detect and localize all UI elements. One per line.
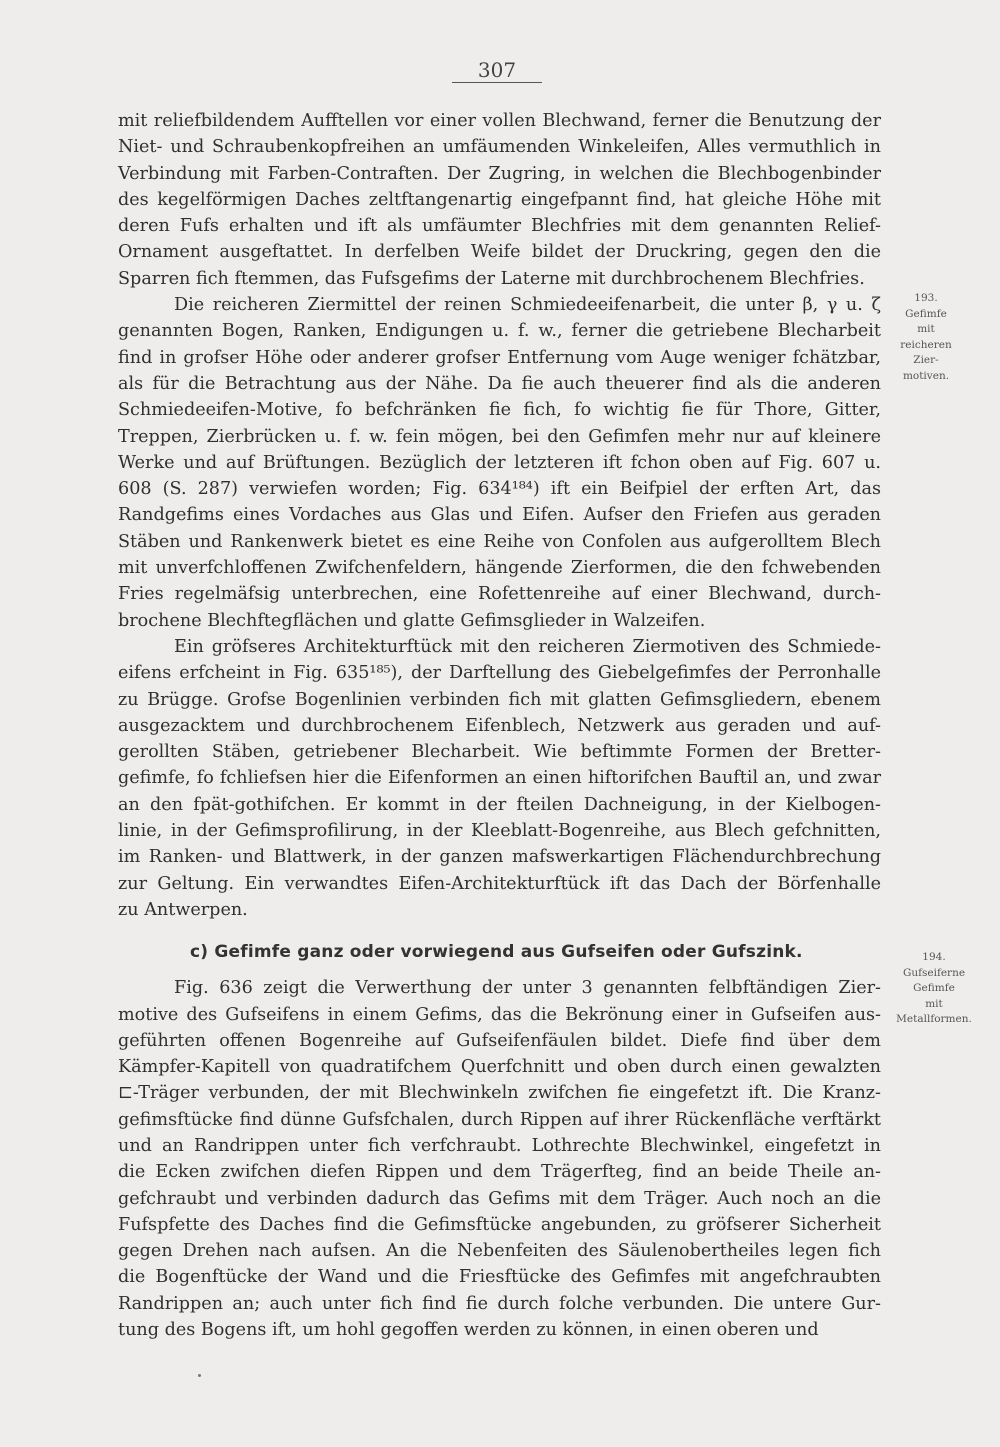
text-line: im Ranken- und Blattwerk, in der ganzen mafswerkartigen Flächendurchbrechung — [118, 847, 881, 868]
sidenote-line: Gefimfe — [905, 307, 947, 320]
text-line: Fufspfette des Daches find die Gefimsftücke angebunden, zu gröfserer Sicherheit — [118, 1214, 881, 1235]
text-line: genannten Bogen, Ranken, Endigungen u. f. w., ferner die getriebene Blecharbeit — [118, 321, 881, 342]
text-line: an den fpät-gothifchen. Er kommt in der fteilen Dachneigung, in der Kielbogen- — [118, 794, 881, 815]
page-number: 307 — [452, 58, 542, 83]
print-speck — [198, 1374, 201, 1377]
text-line: Werke und auf Brüftungen. Bezüglich der letzteren ift fchon oben auf Fig. 607 u. — [118, 452, 881, 473]
paragraph-2 — [118, 292, 881, 634]
text-line: gefimsftücke find dünne Gufsfchalen, durch Rippen auf ihrer Rückenfläche verftärkt — [118, 1109, 881, 1130]
text-line: Treppen, Zierbrücken u. f. w. fein mögen, bei den Gefimfen mehr nur auf kleinere — [118, 426, 881, 447]
paragraph-1 — [118, 108, 881, 292]
text-line: Schmiedeeifen-Motive, fo befchränken fie fich, fo wichtig fie für Thore, Gitter, — [118, 400, 881, 421]
text-line: und an Randrippen unter fich verfchraubt. Lothrechte Blechwinkel, eingefetzt in — [118, 1135, 881, 1156]
text-line: geführten offenen Bogenreihe auf Gufseifenfäulen bildet. Diefe find über dem — [118, 1030, 881, 1051]
section-heading: c) Gefimfe ganz oder vorwiegend aus Gufseifen oder Gufszink. — [190, 942, 803, 963]
sidenote-line: motiven. — [902, 369, 950, 382]
text-line: Randrippen an; auch unter fich find fie durch folche verbunden. Die untere Gur- — [118, 1293, 881, 1314]
text-line: Ornament ausgeftattet. In derfelben Weife bildet der Druckring, gegen den die — [118, 242, 881, 263]
text-line: mit reliefbildendem Aufftellen vor einer vollen Blechwand, ferner die Benutzung der — [118, 111, 881, 131]
text-line: gegen Drehen nach aufsen. An die Nebenfeiten des Säulenobertheiles legen fich — [118, 1241, 881, 1262]
text-line: linie, in der Gefimsprofilirung, in der Kleeblatt-Bogenreihe, aus Blech gefchnitten, — [118, 821, 881, 842]
text-line: die Ecken zwifchen diefen Rippen und dem Trägerfteg, find an beide Theile an- — [118, 1162, 881, 1183]
text-line: gefimfe, fo fchliefsen hier die Eifenformen an einen hiftorifchen Bauftil an, und zwar — [118, 768, 881, 789]
text-line: Verbindung mit Farben-Contraften. Der Zugring, in welchen die Blechbogenbinder — [118, 163, 881, 184]
text-column — [118, 108, 881, 1343]
text-line: als für die Betrachtung aus der Nähe. Da fie auch theuerer find als die anderen — [118, 373, 881, 394]
text-line: des kegelförmigen Daches zeltftangenartig eingefpannt find, hat gleiche Höhe mit — [118, 189, 881, 210]
text-line: brochene Blechftegflächen und glatte Gefimsglieder in Walzeifen. — [118, 610, 706, 631]
text-line: ⊏-Träger verbunden, der mit Blechwinkeln zwifchen fie eingefetzt ift. Die Kranz- — [118, 1083, 881, 1104]
text-line: Fig. 636 zeigt die Verwerthung der unter 3 genannten felbftändigen Zier- — [174, 978, 881, 999]
paragraph-4 — [118, 975, 881, 1343]
text-line: die Bogenftücke der Wand und die Friesftücke des Gefimfes mit angefchraubten — [118, 1267, 881, 1288]
text-line: tung des Bogens ift, um hohl gegoffen werden zu können, in einen oberen und — [118, 1320, 819, 1341]
text-line: Niet- und Schraubenkopfreihen an umfäumenden Winkeleifen, Alles vermuthlich in — [118, 137, 881, 158]
text-line: Fries regelmäfsig unterbrechen, eine Rofettenreihe auf einer Blechwand, durch- — [118, 584, 881, 605]
text-line: Ein gröfseres Architekturftück mit den reicheren Ziermotiven des Schmiede- — [174, 636, 881, 657]
sidenote-line: mit — [925, 997, 943, 1010]
text-line: gerollten Stäben, getriebener Blecharbeit. Wie beftimmte Formen der Bretter- — [118, 742, 881, 763]
sidenote-line: mit — [917, 323, 935, 335]
sidenote-line: Gefimfe — [913, 982, 955, 994]
text-line: motive des Gufseifens in einem Gefims, das die Bekrönung einer in Gufseifen aus- — [118, 1004, 881, 1025]
text-line: find in grofser Höhe oder anderer grofser Entfernung vom Auge weniger fchätzbar, — [118, 347, 881, 368]
text-line: ausgezacktem und durchbrochenem Eifenblech, Netzwerk aus geraden und auf- — [118, 715, 881, 736]
sidenote-line: Metallformen. — [896, 1013, 972, 1025]
text-line: zur Geltung. Ein verwandtes Eifen-Architekturftück ift das Dach der Börfenhalle — [118, 873, 881, 894]
text-line: zu Antwerpen. — [118, 899, 248, 920]
text-line: Kämpfer-Kapitell von quadratifchem Querfchnitt und oben durch einen gewalzten — [118, 1057, 881, 1078]
text-line: Randgefims eines Vordaches aus Glas und Eifen. Aufser den Friefen aus geraden — [118, 505, 881, 526]
sidenote-193 — [878, 291, 974, 384]
text-line: mit unverfchloffenen Zwifchenfeldern, hängende Zierformen, die den fchwebenden — [118, 558, 881, 579]
text-line: Sparren fich ftemmen, das Fufsgefims der Laterne mit durchbrochenem Blechfries. — [118, 268, 865, 289]
sidenote-line: 194. — [922, 951, 946, 963]
paragraph-3 — [118, 634, 881, 923]
sidenote-194 — [886, 950, 982, 1028]
text-line: Stäben und Rankenwerk bietet es eine Reihe von Confolen aus aufgerolltem Blech — [118, 531, 881, 552]
text-line: gefchraubt und verbinden dadurch das Gefims mit dem Träger. Auch noch an die — [118, 1188, 881, 1209]
text-line: eifens erfcheint in Fig. 635¹⁸⁵), der Darftellung des Giebelgefimfes der Perronhalle — [118, 663, 881, 684]
sidenote-line: Gufseiferne — [902, 966, 966, 979]
text-line: 608 (S. 287) verwiefen worden; Fig. 634¹⁸⁴) ift ein Beifpiel der erften Art, das — [118, 479, 881, 500]
text-line: zu Brügge. Grofse Bogenlinien verbinden fich mit glatten Gefimsgliedern, ebenem — [118, 689, 881, 710]
sidenote-line: reicheren — [900, 338, 952, 351]
sidenote-line: Zier- — [913, 354, 939, 366]
text-line: Die reicheren Ziermittel der reinen Schmiedeeifenarbeit, die unter β, γ u. ζ — [174, 295, 881, 316]
text-line: deren Fufs erhalten und ift als umfäumter Blechfries mit dem genannten Relief- — [118, 216, 881, 237]
sidenote-line: 193. — [914, 292, 938, 304]
